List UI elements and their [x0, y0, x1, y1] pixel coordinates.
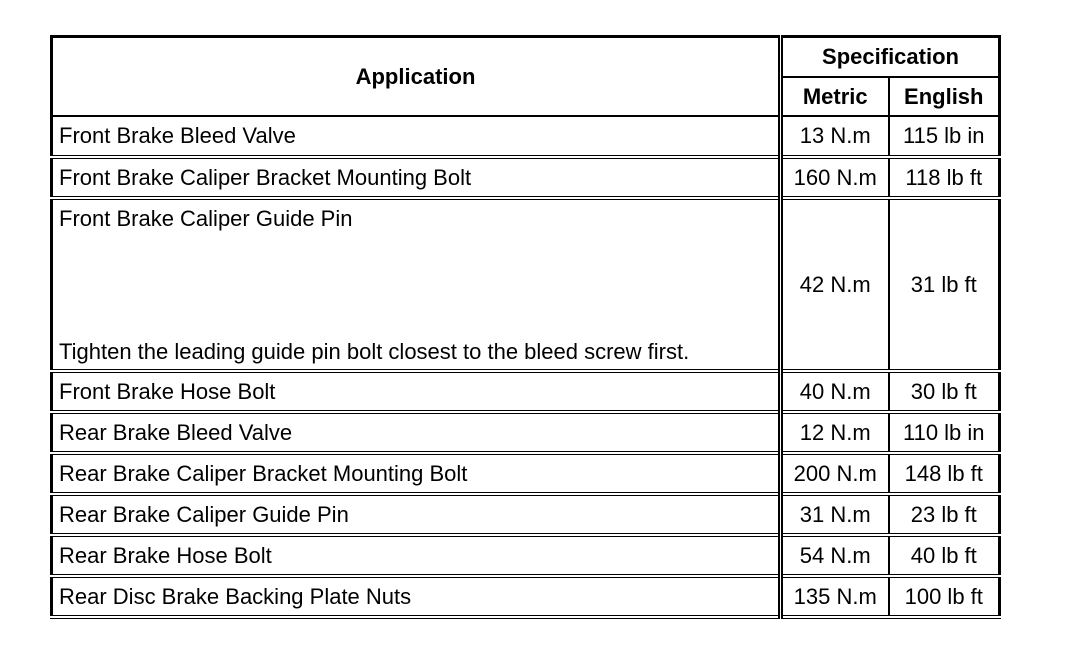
tightening-note: Tighten the leading guide pin bolt closest to the bleed screw first.	[59, 339, 690, 364]
english-cell: 110 lb in	[889, 412, 1000, 453]
application-cell	[52, 198, 781, 371]
application-cell: Front Brake Hose Bolt	[52, 371, 781, 412]
english-header: English	[889, 77, 1000, 116]
table-row	[52, 371, 1000, 412]
application-cell: Front Brake Bleed Valve	[52, 116, 781, 157]
application-header: Application	[52, 37, 781, 117]
table-row	[52, 453, 1000, 494]
english-cell: 115 lb in	[889, 116, 1000, 157]
application-cell: Rear Disc Brake Backing Plate Nuts	[52, 576, 781, 617]
metric-cell: 40 N.m	[781, 371, 889, 412]
application-cell: Rear Brake Caliper Guide Pin	[52, 494, 781, 535]
specification-header: Specification	[781, 37, 1000, 78]
english-cell: 23 lb ft	[889, 494, 1000, 535]
table-row	[52, 198, 1000, 371]
metric-cell: 135 N.m	[781, 576, 889, 617]
metric-cell: 42 N.m	[781, 198, 889, 371]
metric-cell: 31 N.m	[781, 494, 889, 535]
table-row	[52, 576, 1000, 617]
application-cell: Rear Brake Caliper Bracket Mounting Bolt	[52, 453, 781, 494]
application-label: Front Brake Caliper Guide Pin	[59, 206, 353, 231]
metric-cell: 12 N.m	[781, 412, 889, 453]
english-cell: 148 lb ft	[889, 453, 1000, 494]
table-row	[52, 116, 1000, 157]
application-cell: Rear Brake Bleed Valve	[52, 412, 781, 453]
metric-cell: 13 N.m	[781, 116, 889, 157]
english-cell: 118 lb ft	[889, 157, 1000, 198]
application-cell: Front Brake Caliper Bracket Mounting Bolt	[52, 157, 781, 198]
english-cell: 31 lb ft	[889, 198, 1000, 371]
metric-header: Metric	[781, 77, 889, 116]
table-row	[52, 535, 1000, 576]
table-row	[52, 157, 1000, 198]
header-row-top	[52, 37, 1000, 78]
english-cell: 100 lb ft	[889, 576, 1000, 617]
table-row	[52, 412, 1000, 453]
metric-cell: 54 N.m	[781, 535, 889, 576]
english-cell: 30 lb ft	[889, 371, 1000, 412]
metric-cell: 160 N.m	[781, 157, 889, 198]
application-cell: Rear Brake Hose Bolt	[52, 535, 781, 576]
torque-spec-table	[50, 35, 1001, 619]
english-cell: 40 lb ft	[889, 535, 1000, 576]
metric-cell: 200 N.m	[781, 453, 889, 494]
table-row	[52, 494, 1000, 535]
